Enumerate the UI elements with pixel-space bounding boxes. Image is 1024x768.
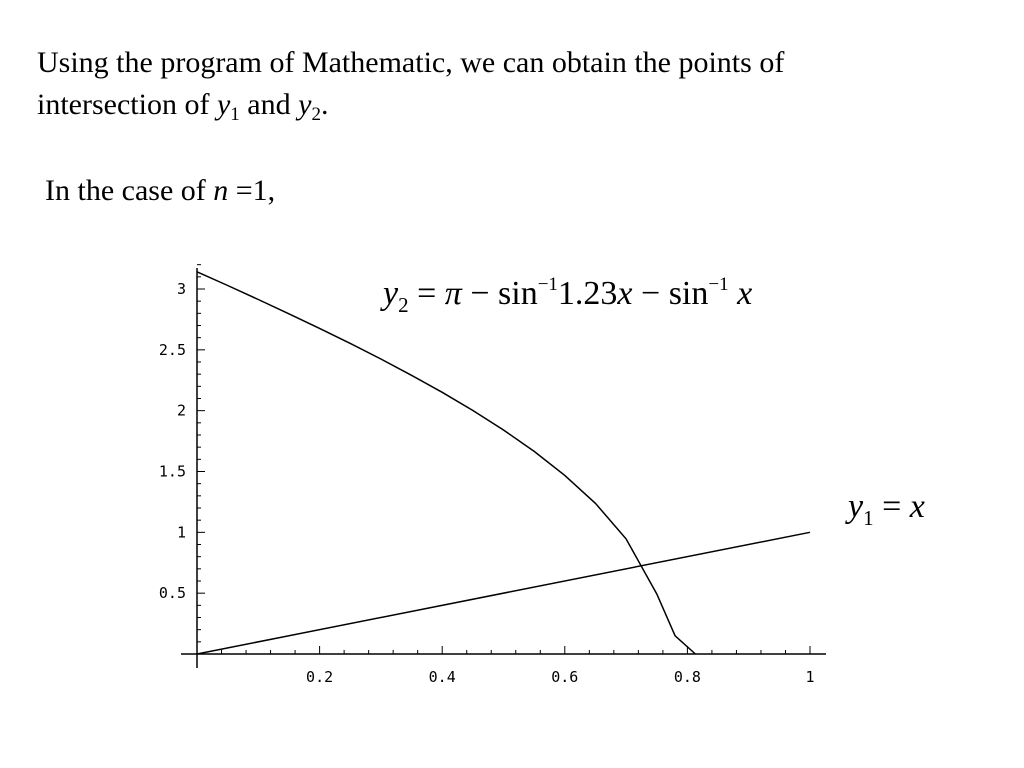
case-suffix: =1,	[228, 174, 276, 207]
x-tick-label: 0.6	[551, 668, 579, 686]
case-prefix: In the case of	[45, 174, 214, 207]
formula-y2-sub: 2	[398, 293, 409, 317]
formula-y2-arg2-var: x	[737, 275, 753, 312]
chart-curves	[197, 272, 810, 654]
formula-y2-inv1: −1	[537, 274, 558, 295]
y-tick-label: 2.5	[158, 340, 186, 359]
formula-y1	[848, 488, 925, 530]
formula-y2-sin1: sin	[498, 275, 538, 312]
x-tick-label: 1	[805, 668, 815, 686]
var-n: n	[213, 174, 229, 207]
formula-y2-inv2: −1	[708, 274, 729, 295]
var-y1: y	[216, 88, 231, 121]
series-line-y1	[197, 532, 810, 654]
sub-1: 1	[230, 104, 240, 125]
formula-y2-minus1: −	[461, 275, 499, 312]
sub-2: 2	[311, 104, 321, 125]
formula-y2-pi: π	[444, 275, 462, 312]
formula-y1-rhs: x	[909, 488, 925, 525]
x-tick-label: 0.8	[673, 668, 701, 686]
x-tick-label: 0.2	[306, 668, 334, 686]
y-tick-label: 1	[176, 523, 186, 542]
formula-y2-minus2: −	[632, 275, 669, 312]
chart-axes	[159, 265, 826, 686]
formula-y1-eq: =	[873, 488, 910, 525]
intro-line-1: Using the program of Mathematic, we can obtain the points of	[37, 46, 785, 79]
formula-y1-sub: 1	[863, 506, 874, 530]
formula-y1-lhs: y	[848, 488, 864, 525]
period: .	[320, 88, 329, 121]
formula-y2-arg1-num: 1.23	[557, 275, 618, 312]
formula-y2-sin2: sin	[668, 275, 709, 312]
x-tick-label: 0.4	[428, 668, 456, 686]
formula-y2	[383, 274, 753, 317]
formula-y2-eq: =	[408, 275, 445, 312]
y-tick-label: 0.5	[158, 584, 186, 603]
y-tick-label: 3	[176, 280, 186, 298]
formula-y2-lhs: y	[383, 275, 399, 312]
formula-y2-arg1-var: x	[617, 275, 633, 312]
intro-line-2-prefix: intersection of	[37, 88, 217, 121]
var-y2: y	[298, 88, 312, 121]
and-word: and	[239, 88, 299, 121]
y-tick-label: 1.5	[158, 462, 186, 481]
y-tick-label: 2	[176, 401, 186, 420]
series-line-y2	[197, 272, 695, 654]
